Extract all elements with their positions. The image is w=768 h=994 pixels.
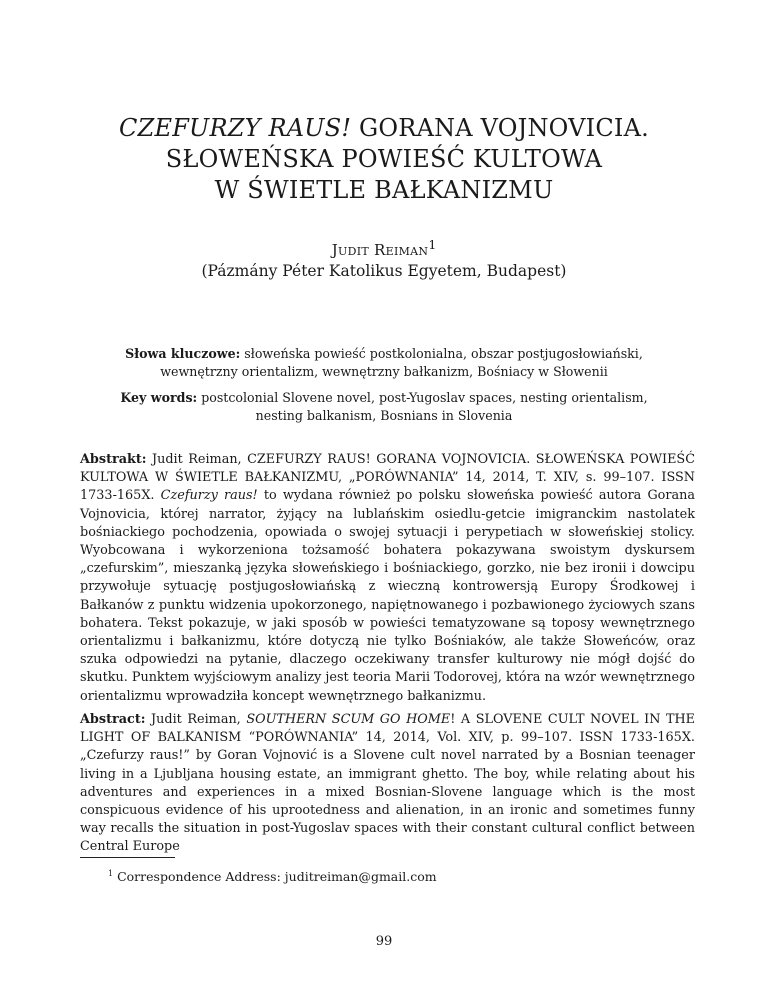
author-name: Judit Reiman <box>331 241 429 259</box>
author-block <box>80 234 688 282</box>
footnote-separator <box>80 857 175 858</box>
footnote <box>108 866 437 885</box>
abstract-english-part-1: Judit Reiman, <box>145 712 247 727</box>
title-line-2: SŁOWEŃSKA POWIEŚĆ KULTOWA <box>165 145 603 173</box>
footnote-text: Correspondence Address: juditreiman@gmail.com <box>117 869 437 884</box>
title-line-3: W ŚWIETLE BAŁKANIZMU <box>214 176 554 204</box>
abstract-polish-label: Abstrakt: <box>80 452 147 467</box>
keywords-polish-text: słoweńska powieść postkolonialna, obszar postjugosłowiański, wewnętrzny orientalizm, wewnętrzny bałkanizm, Bośniacy w Słowenii <box>160 346 643 379</box>
keywords-polish <box>110 345 658 381</box>
title-italic-part: CZEFURZY RAUS! <box>119 114 352 142</box>
abstract-english-label: Abstract: <box>80 712 146 727</box>
article-title <box>80 113 688 206</box>
keywords-polish-label: Słowa kluczowe: <box>125 346 241 361</box>
author-footnote-mark: 1 <box>428 237 437 252</box>
abstract-english-part-2: ! A SLOVENE CULT NOVEL IN THE LIGHT OF BALKANISM “PORÓWNANIA” 14, 2014, Vol. XIV, p. 99–107. ISSN 1733-165X. „Czefurzy raus!” by Goran Vojnović is a Slovene cult novel narrated by a Bosnian teenager living in a Ljubljana housing estate, an immigrant ghetto. The boy, while relating about his adventures and experiences in a mixed Bosnian-Slovene language which is the most conspicuous evidence of his uprootedness and alienation, in an ironic and sometimes funny way recalls the situation in post-Yugoslav spaces with their constant cultural conflict between Central Europe <box>80 712 695 855</box>
abstract-english-italic: SOUTHERN SCUM GO HOME <box>246 712 451 727</box>
author-line <box>80 234 688 261</box>
abstract-polish <box>80 451 695 706</box>
page-number: 99 <box>375 934 393 949</box>
keywords-english-text: postcolonial Slovene novel, post-Yugoslav spaces, nesting orientalism, nesting balkanism, Bosnians in Slovenia <box>197 390 648 423</box>
author-affiliation: (Pázmány Péter Katolikus Egyetem, Budapest) <box>201 262 567 280</box>
abstract-polish-part-2: to wydana również po polsku słoweńska powieść autora Gorana Vojnovicia, której narrator, żyjący na lublańskim osiedlu-getcie imigranckim nastolatek bośniackiego pochodzenia, opowiada o swojej sytuacji i perypetiach w słoweńskiej stolicy. Wyobcowana i wykorzeniona tożsamość bohatera pokazywana swoistym dyskursem „czefurskim”, mieszanką języka słoweńskiego i bośniackiego, gorzko, nie bez ironii i dowcipu przywołuje sytuację postjugosłowiańską z wieczną kontrowersją Europy Środkowej i Bałkanów z punktu widzenia upokorzonego, napiętnowanego i pozbawionego życiowych szans bohatera. Tekst pokazuje, w jaki sposób w powieści tematyzowane są toposy wewnętrznego orientalizmu i bałkanizmu, które dotyczą nie tylko Bośniaków, ale także Słoweńców, oraz szuka odpowiedzi na pytanie, dlaczego oczekiwany transfer kulturowy nie mógł dojść do skutku. Punktem wyjściowym analizy jest teoria Marii Todorovej, która na wzór wewnętrznego orientalizmu wprowadziła koncept wewnętrznego bałkanizmu. <box>80 488 696 704</box>
abstract-polish-italic: Czefurzy raus! <box>160 488 258 504</box>
keywords-english <box>110 389 658 425</box>
abstract-english <box>80 711 695 857</box>
title-line-1-rest: GORANA VOJNOVICIA. <box>351 114 649 142</box>
keywords-english-label: Key words: <box>120 390 198 405</box>
title-line-1 <box>80 113 688 144</box>
footnote-mark: 1 <box>108 869 114 878</box>
abstract-polish-part-1: Judit Reiman, CZEFURZY RAUS! GORANA VOJNOVICIA. SŁOWEŃSKA POWIEŚĆ KULTOWA W ŚWIETLE BAŁKANIZMU, „PORÓWNANIA” 14, 2014, T. XIV, s. 99–107. ISSN 1733-165X. <box>80 452 695 504</box>
